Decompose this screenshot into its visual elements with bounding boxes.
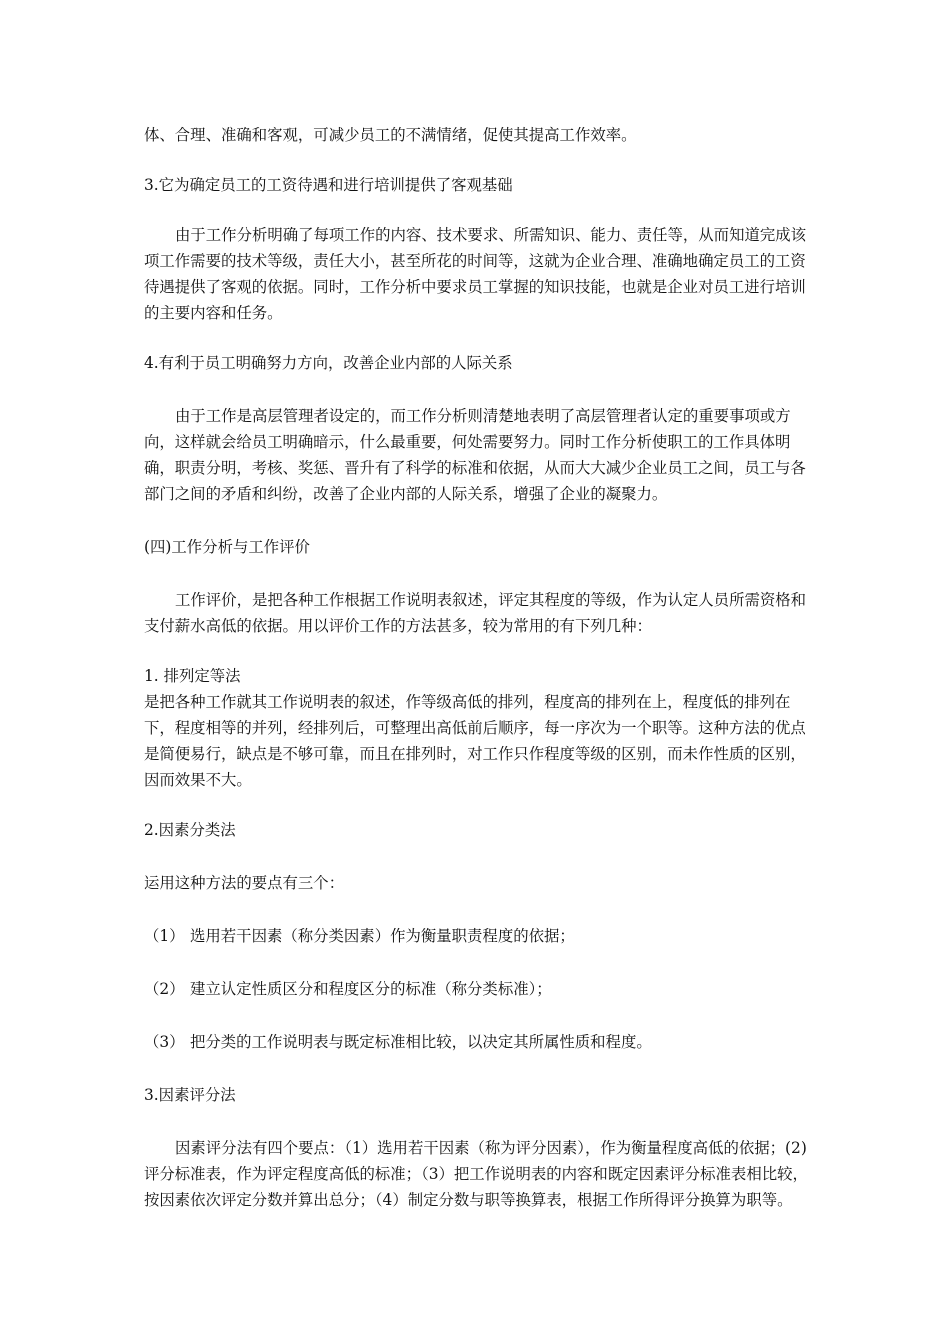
method-2-title: 2.因素分类法 [144,821,236,839]
heading-item-3: 3.它为确定员工的工资待遇和进行培训提供了客观基础 [144,176,513,194]
list-item [144,1029,808,1055]
list-item [144,923,808,949]
paragraph-job-evaluation: 工作评价，是把各种工作根据工作说明表叙述，评定其程度的等级，作为认定人员所需资格和支付薪水高低的依据。用以评价工作的方法甚多，较为常用的有下列几种： [144,591,807,635]
list-item-number: （3） [144,1033,185,1051]
paragraph-item-3: 由于工作分析明确了每项工作的内容、技术要求、所需知识、能力、责任等，从而知道完成该项工作需要的技术等级，责任大小，甚至所花的时间等，这就为企业合理、准确地确定员工的工资待遇提供了客观的依据。同时，工作分析中要求员工掌握的知识技能，也就是企业对员工进行培训的主要内容和任务。 [144,226,807,322]
list-item-number: （1） [144,927,185,945]
list-item-number: （2） [144,980,185,998]
list-item-text: 建立认定性质区分和程度区分的标准（称分类标准）； [190,980,552,998]
method-3-body: 因素评分法有四个要点：（1）选用若干因素（称为评分因素），作为衡量程度高低的依据；(2)评分标准表，作为评定程度高低的标准；（3）把工作说明表的内容和既定因素评分标准表相比较，按因素依次评定分数并算出总分；（4）制定分数与职等换算表，根据工作所得评分换算为职等。 [144,1139,808,1209]
heading-item-4: 4.有利于员工明确努力方向，改善企业内部的人际关系 [144,354,513,372]
method-1-title: 1. 排列定等法 [144,667,241,685]
list-item-text: 把分类的工作说明表与既定标准相比较，以决定其所属性质和程度。 [190,1033,652,1051]
list-item [144,976,808,1002]
method-2-intro: 运用这种方法的要点有三个： [144,874,345,892]
paragraph-continuation: 体、合理、准确和客观，可减少员工的不满情绪，促使其提高工作效率。 [144,126,637,144]
method-1-body: 是把各种工作就其工作说明表的叙述，作等级高低的排列，程度高的排列在上，程度低的排列在下，程度相等的并列，经排列后，可整理出高低前后顺序，每一序次为一个职等。这种方法的优点是简便易行，缺点是不够可靠，而且在排列时，对工作只作程度等级的区别，而未作性质的区别，因而效果不大。 [144,693,806,789]
list-item-text: 选用若干因素（称分类因素）作为衡量职责程度的依据； [190,927,575,945]
document-page [144,122,808,1213]
section-heading: (四)工作分析与工作评价 [144,538,310,556]
method-3-title: 3.因素评分法 [144,1086,236,1104]
paragraph-item-4: 由于工作是高层管理者设定的，而工作分析则清楚地表明了高层管理者认定的重要事项或方向，这样就会给员工明确暗示，什么最重要，何处需要努力。同时工作分析使职工的工作具体明确，职责分明，考核、奖惩、晋升有了科学的标准和依据，从而大大减少企业员工之间，员工与各部门之间的矛盾和纠纷，改善了企业内部的人际关系，增强了企业的凝聚力。 [144,407,806,503]
